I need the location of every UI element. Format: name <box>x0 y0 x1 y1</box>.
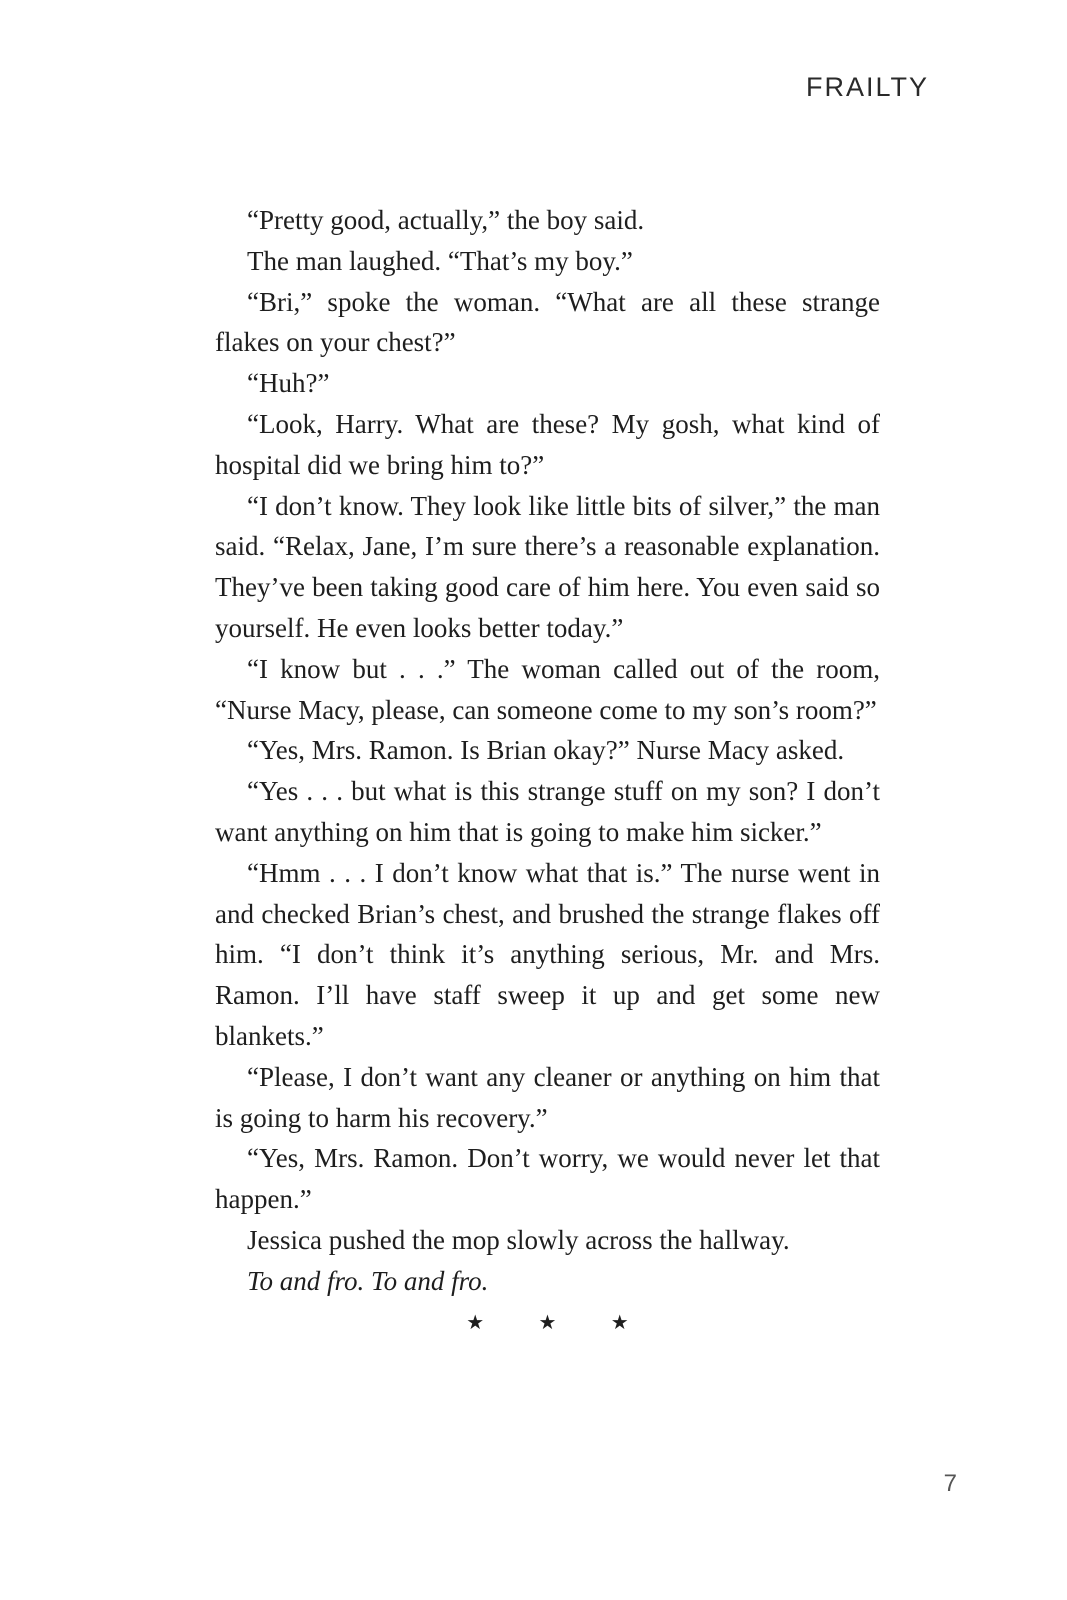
paragraph: “Hmm . . . I don’t know what that is.” The nurse went in and checked Brian’s chest, and brushed the strange flakes off him. “I don’t think it’s anything serious, Mr. and Mrs. Ramon. I’ll have staff sweep it up and get some new blankets.” <box>215 857 880 1051</box>
paragraph: “Please, I don’t want any cleaner or anything on him that is going to harm his recovery.” <box>215 1061 880 1133</box>
paragraph: “I know but . . .” The woman called out of the room, “Nurse Macy, please, can someone come to my son’s room?” <box>215 653 880 725</box>
running-head-title: FRAILTY <box>805 72 929 102</box>
body-text <box>215 200 880 1342</box>
italic-paragraph: To and fro. To and fro. <box>247 1265 489 1296</box>
paragraph: The man laughed. “That’s my boy.” <box>247 245 633 276</box>
scene-break-stars: ★ ★ ★ <box>466 1309 653 1334</box>
paragraph: “I don’t know. They look like little bits of silver,” the man said. “Relax, Jane, I’m sure there’s a reasonable explanation. They’ve been taking good care of him here. You even said so yourself. He even looks better today.” <box>215 490 880 643</box>
paragraph: “Huh?” <box>247 368 330 399</box>
paragraph: “Yes . . . but what is this strange stuff on my son? I don’t want anything on him that is going to make him sicker.” <box>215 776 880 847</box>
paragraph: “Yes, Mrs. Ramon. Is Brian okay?” Nurse Macy asked. <box>247 735 845 766</box>
paragraph: “Bri,” spoke the woman. “What are all these strange flakes on your chest?” <box>215 286 880 358</box>
paragraph: “Yes, Mrs. Ramon. Don’t worry, we would never let that happen.” <box>215 1143 880 1215</box>
page-number: 7 <box>943 1470 957 1497</box>
paragraph: “Look, Harry. What are these? My gosh, what kind of hospital did we bring him to?” <box>215 408 880 480</box>
paragraph: “Pretty good, actually,” the boy said. <box>247 205 645 235</box>
paragraph: Jessica pushed the mop slowly across the hallway. <box>247 1224 790 1255</box>
